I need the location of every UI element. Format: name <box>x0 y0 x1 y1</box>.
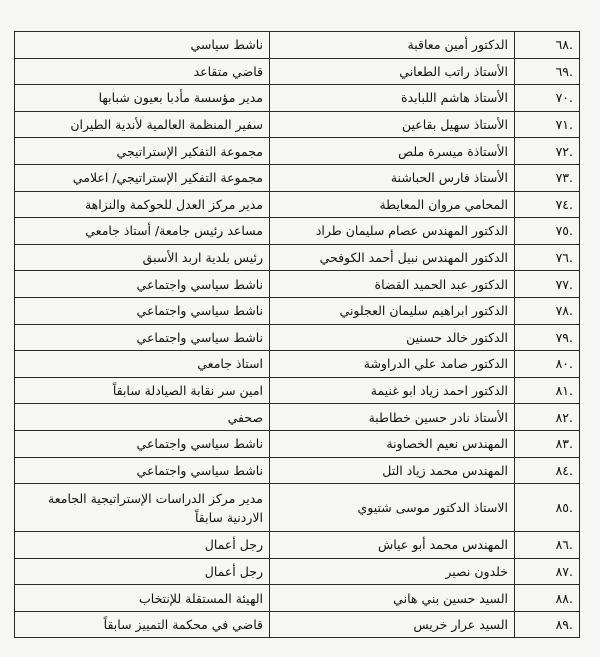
member-role: امين سر نقابة الصيادلة سابقاً <box>15 377 270 404</box>
row-number: .٨١ <box>515 377 580 404</box>
member-role: رجل أعمال <box>15 558 270 585</box>
member-name: السيد حسين بني هاني <box>270 585 515 612</box>
row-number: .٧٠ <box>515 85 580 112</box>
member-name: السيد عرار خريس <box>270 611 515 638</box>
member-role: ناشط سياسي واجتماعي <box>15 324 270 351</box>
row-number: .٨٤ <box>515 457 580 484</box>
member-name: الأستاذ سهيل بقاعين <box>270 111 515 138</box>
table-row <box>15 58 580 85</box>
table-row <box>15 32 580 59</box>
row-number: .٨٩ <box>515 611 580 638</box>
table-row <box>15 85 580 112</box>
row-number: .٧٨ <box>515 297 580 324</box>
member-name: خلدون نصير <box>270 558 515 585</box>
member-name: الدكتور احمد زياد ابو غنيمة <box>270 377 515 404</box>
row-number: .٦٩ <box>515 58 580 85</box>
row-number: .٨٥ <box>515 484 580 532</box>
member-name: الدكتور المهندس نبيل أحمد الكوفحي <box>270 244 515 271</box>
member-name: الأستاذ فارس الحباشنة <box>270 164 515 191</box>
member-name: الأستاذ راتب الطعاني <box>270 58 515 85</box>
member-role: ناشط سياسي واجتماعي <box>15 430 270 457</box>
member-role: ناشط سياسي واجتماعي <box>15 457 270 484</box>
table-row <box>15 457 580 484</box>
member-role: رئيس بلدية اربد الأسبق <box>15 244 270 271</box>
member-role: رجل أعمال <box>15 532 270 559</box>
member-name: الدكتور ابراهيم سليمان العجلوني <box>270 297 515 324</box>
member-role: الهيئة المستقلة للإنتخاب <box>15 585 270 612</box>
row-number: .٧٤ <box>515 191 580 218</box>
member-name: الدكتور خالد حسنين <box>270 324 515 351</box>
row-number: .٧٣ <box>515 164 580 191</box>
table-row <box>15 244 580 271</box>
row-number: .٨٢ <box>515 404 580 431</box>
table-row <box>15 558 580 585</box>
member-name: الدكتور أمين معاقبة <box>270 32 515 59</box>
row-number: .٨٨ <box>515 585 580 612</box>
member-role: ناشط سياسي <box>15 32 270 59</box>
member-name: الأستاذ هاشم اللبابدة <box>270 85 515 112</box>
row-number: .٧١ <box>515 111 580 138</box>
member-role: مدير مؤسسة مأدبا بعيون شبابها <box>15 85 270 112</box>
table-row <box>15 404 580 431</box>
member-name: المهندس نعيم الخصاونة <box>270 430 515 457</box>
member-name: الدكتور المهندس عصام سليمان طراد <box>270 218 515 245</box>
members-table-body <box>15 32 580 638</box>
member-role: قاضي في محكمة التمييز سابقاً <box>15 611 270 638</box>
row-number: .٦٨ <box>515 32 580 59</box>
member-role: مجموعة التفكير الإستراتيجي/ اعلامي <box>15 164 270 191</box>
row-number: .٧٩ <box>515 324 580 351</box>
member-role: ناشط سياسي واجتماعي <box>15 297 270 324</box>
member-name: المهندس محمد أبو عياش <box>270 532 515 559</box>
table-row <box>15 585 580 612</box>
table-row <box>15 532 580 559</box>
member-name: الدكتور عبد الحميد القضاة <box>270 271 515 298</box>
table-row <box>15 484 580 532</box>
table-row <box>15 111 580 138</box>
member-name: الدكتور صامد علي الدراوشة <box>270 351 515 378</box>
table-row <box>15 324 580 351</box>
row-number: .٧٥ <box>515 218 580 245</box>
row-number: .٨٦ <box>515 532 580 559</box>
member-role: ناشط سياسي واجتماعي <box>15 271 270 298</box>
row-number: .٨٠ <box>515 351 580 378</box>
member-name: المهندس محمد زياد التل <box>270 457 515 484</box>
table-row <box>15 297 580 324</box>
table-row <box>15 191 580 218</box>
table-row <box>15 611 580 638</box>
member-role: سفير المنظمة العالمية لأندية الطيران <box>15 111 270 138</box>
table-row <box>15 218 580 245</box>
member-name: المحامي مروان المعايطة <box>270 191 515 218</box>
row-number: .٨٣ <box>515 430 580 457</box>
member-role: قاضي متقاعد <box>15 58 270 85</box>
row-number: .٧٦ <box>515 244 580 271</box>
member-name: الأستاذ نادر حسين خطاطبة <box>270 404 515 431</box>
table-row <box>15 138 580 165</box>
members-table <box>14 31 580 638</box>
member-role: مجموعة التفكير الإستراتيجي <box>15 138 270 165</box>
member-role: مساعد رئيس جامعة/ أستاذ جامعي <box>15 218 270 245</box>
table-row <box>15 430 580 457</box>
table-row <box>15 351 580 378</box>
member-role: مدير مركز العدل للحوكمة والنزاهة <box>15 191 270 218</box>
member-name: الاستاذ الدكتور موسى شتيوي <box>270 484 515 532</box>
member-role: استاذ جامعي <box>15 351 270 378</box>
table-row <box>15 164 580 191</box>
row-number: .٨٧ <box>515 558 580 585</box>
table-row <box>15 377 580 404</box>
table-row <box>15 271 580 298</box>
row-number: .٧٧ <box>515 271 580 298</box>
row-number: .٧٢ <box>515 138 580 165</box>
member-role: صحفي <box>15 404 270 431</box>
member-role: مدير مركز الدراسات الإستراتيجية الجامعة الاردنية سابقاً <box>15 484 270 532</box>
member-name: الأستاذة ميسرة ملص <box>270 138 515 165</box>
